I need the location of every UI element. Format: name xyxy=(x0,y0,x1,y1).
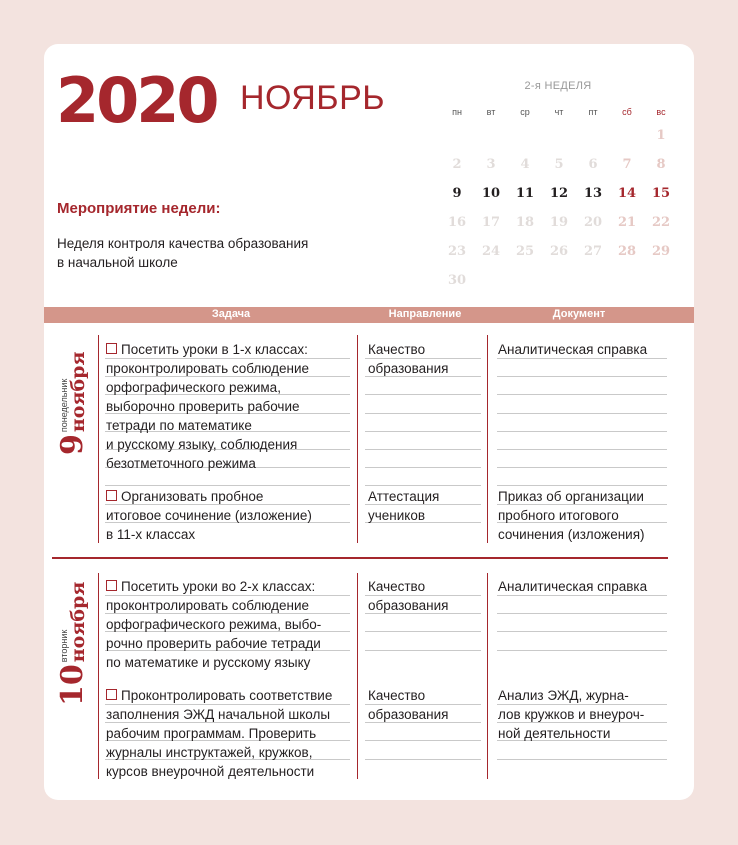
table-header xyxy=(44,307,694,323)
day-weekday: понедельник xyxy=(59,378,69,433)
rule-line xyxy=(497,431,667,432)
rule-line xyxy=(497,449,667,450)
calendar-day[interactable]: 9 xyxy=(452,186,462,201)
event-description-line: Неделя контроля качества образования xyxy=(57,236,309,251)
calendar-day[interactable]: 6 xyxy=(588,157,598,172)
rule-line xyxy=(497,413,667,414)
year-title: 2020 xyxy=(56,64,217,137)
rule-line xyxy=(497,650,667,651)
rule-line xyxy=(365,740,481,741)
task-checkbox[interactable] xyxy=(106,343,117,354)
calendar-day[interactable]: 16 xyxy=(447,215,467,230)
weekday-header: пт xyxy=(588,107,598,117)
calendar-day[interactable]: 29 xyxy=(651,244,671,259)
task-text: Проконтролировать соответствие заполнения ЭЖД начальной школы рабочим программам. Проверить журналы инструктажей, кружков, курсов внеурочной деятельности xyxy=(106,688,333,779)
task-document: Анализ ЭЖД, журна- лов кружков и внеуроч- ной деятельности xyxy=(498,688,645,741)
header-direction: Направление xyxy=(388,308,462,320)
column-divider xyxy=(98,335,99,543)
month-title: НОЯБРЬ xyxy=(240,79,386,117)
calendar-day[interactable]: 2 xyxy=(452,157,462,172)
task-checkbox[interactable] xyxy=(106,580,117,591)
weekday-header: чт xyxy=(554,107,564,117)
day-month: ноября xyxy=(67,351,89,433)
task-direction: Качество образования xyxy=(368,688,449,722)
calendar-day[interactable]: 12 xyxy=(549,186,569,201)
event-of-week-description xyxy=(57,234,357,272)
weekday-header: сб xyxy=(622,107,632,117)
column-divider xyxy=(98,573,99,779)
calendar-day[interactable]: 5 xyxy=(554,157,564,172)
task-document: Аналитическая справка xyxy=(498,342,648,357)
calendar-day[interactable]: 24 xyxy=(481,244,501,259)
calendar-day[interactable]: 13 xyxy=(583,186,603,201)
column-divider xyxy=(487,573,488,779)
day-separator xyxy=(52,557,668,559)
rule-line xyxy=(497,631,667,632)
calendar-day[interactable]: 3 xyxy=(486,157,496,172)
column-divider xyxy=(357,573,358,779)
calendar-day[interactable]: 27 xyxy=(583,244,603,259)
calendar-day[interactable]: 28 xyxy=(617,244,637,259)
rule-line xyxy=(497,759,667,760)
task-document: Аналитическая справка xyxy=(498,579,648,594)
task-checkbox[interactable] xyxy=(106,490,117,501)
calendar-day[interactable]: 25 xyxy=(515,244,535,259)
rule-line xyxy=(365,650,481,651)
event-description-line: в начальной школе xyxy=(57,255,178,270)
task-checkbox[interactable] xyxy=(106,689,117,700)
calendar-day[interactable]: 7 xyxy=(622,157,632,172)
rule-line xyxy=(497,376,667,377)
weekday-header: ср xyxy=(520,107,530,117)
day-number: 9 xyxy=(55,434,90,455)
calendar-day[interactable]: 20 xyxy=(583,215,603,230)
weekday-header: пн xyxy=(452,107,462,117)
calendar-day[interactable]: 8 xyxy=(656,157,666,172)
calendar-day[interactable]: 22 xyxy=(651,215,671,230)
rule-line xyxy=(365,759,481,760)
rule-line xyxy=(365,394,481,395)
calendar-day[interactable]: 15 xyxy=(651,186,671,201)
calendar-day[interactable]: 4 xyxy=(520,157,530,172)
event-of-week-title: Мероприятие недели: xyxy=(57,200,221,217)
calendar-day[interactable]: 19 xyxy=(549,215,569,230)
calendar-day[interactable]: 18 xyxy=(515,215,535,230)
rule-line xyxy=(365,449,481,450)
task-text: Посетить уроки во 2-х классах: проконтролировать соблюдение орфографического режима, выбо- рочно проверить рабочие тетради по математике и русскому языку xyxy=(106,579,322,670)
day-number: 10 xyxy=(55,664,90,706)
task-text: Посетить уроки в 1-х классах: проконтролировать соблюдение орфографического режима, выборочно проверить рабочие тетради по математике и русскому языку, соблюдения безотметочного режима xyxy=(106,342,310,471)
calendar-day[interactable]: 14 xyxy=(617,186,637,201)
rule-line xyxy=(365,631,481,632)
task-direction: Качество образования xyxy=(368,579,449,613)
column-divider xyxy=(357,335,358,543)
calendar-day[interactable]: 17 xyxy=(481,215,501,230)
header-task: Задача xyxy=(211,308,251,320)
weekday-header: вт xyxy=(486,107,496,117)
day-month: ноября xyxy=(67,581,89,663)
column-divider xyxy=(487,335,488,543)
weekday-header: вс xyxy=(656,107,666,117)
task-text: Организовать пробное итоговое сочинение (изложение) в 11-х классах xyxy=(106,489,312,542)
task-document: Приказ об организации пробного итогового сочинения (изложения) xyxy=(498,489,645,542)
task-direction: Аттестация учеников xyxy=(368,489,440,523)
calendar-day[interactable]: 26 xyxy=(549,244,569,259)
calendar-day[interactable]: 11 xyxy=(515,186,535,201)
rule-line xyxy=(497,613,667,614)
task-direction: Качество образования xyxy=(368,342,449,376)
rule-line xyxy=(365,467,481,468)
rule-line xyxy=(497,467,667,468)
calendar-day[interactable]: 21 xyxy=(617,215,637,230)
week-label: 2-я НЕДЕЛЯ xyxy=(524,80,592,92)
calendar-day[interactable]: 23 xyxy=(447,244,467,259)
header-document: Документ xyxy=(552,308,606,320)
rule-line xyxy=(365,431,481,432)
rule-line xyxy=(365,413,481,414)
rule-line xyxy=(497,394,667,395)
calendar-day[interactable]: 30 xyxy=(447,273,467,288)
calendar-day[interactable]: 1 xyxy=(656,128,666,143)
calendar-day[interactable]: 10 xyxy=(481,186,501,201)
day-weekday: вторник xyxy=(59,629,69,663)
